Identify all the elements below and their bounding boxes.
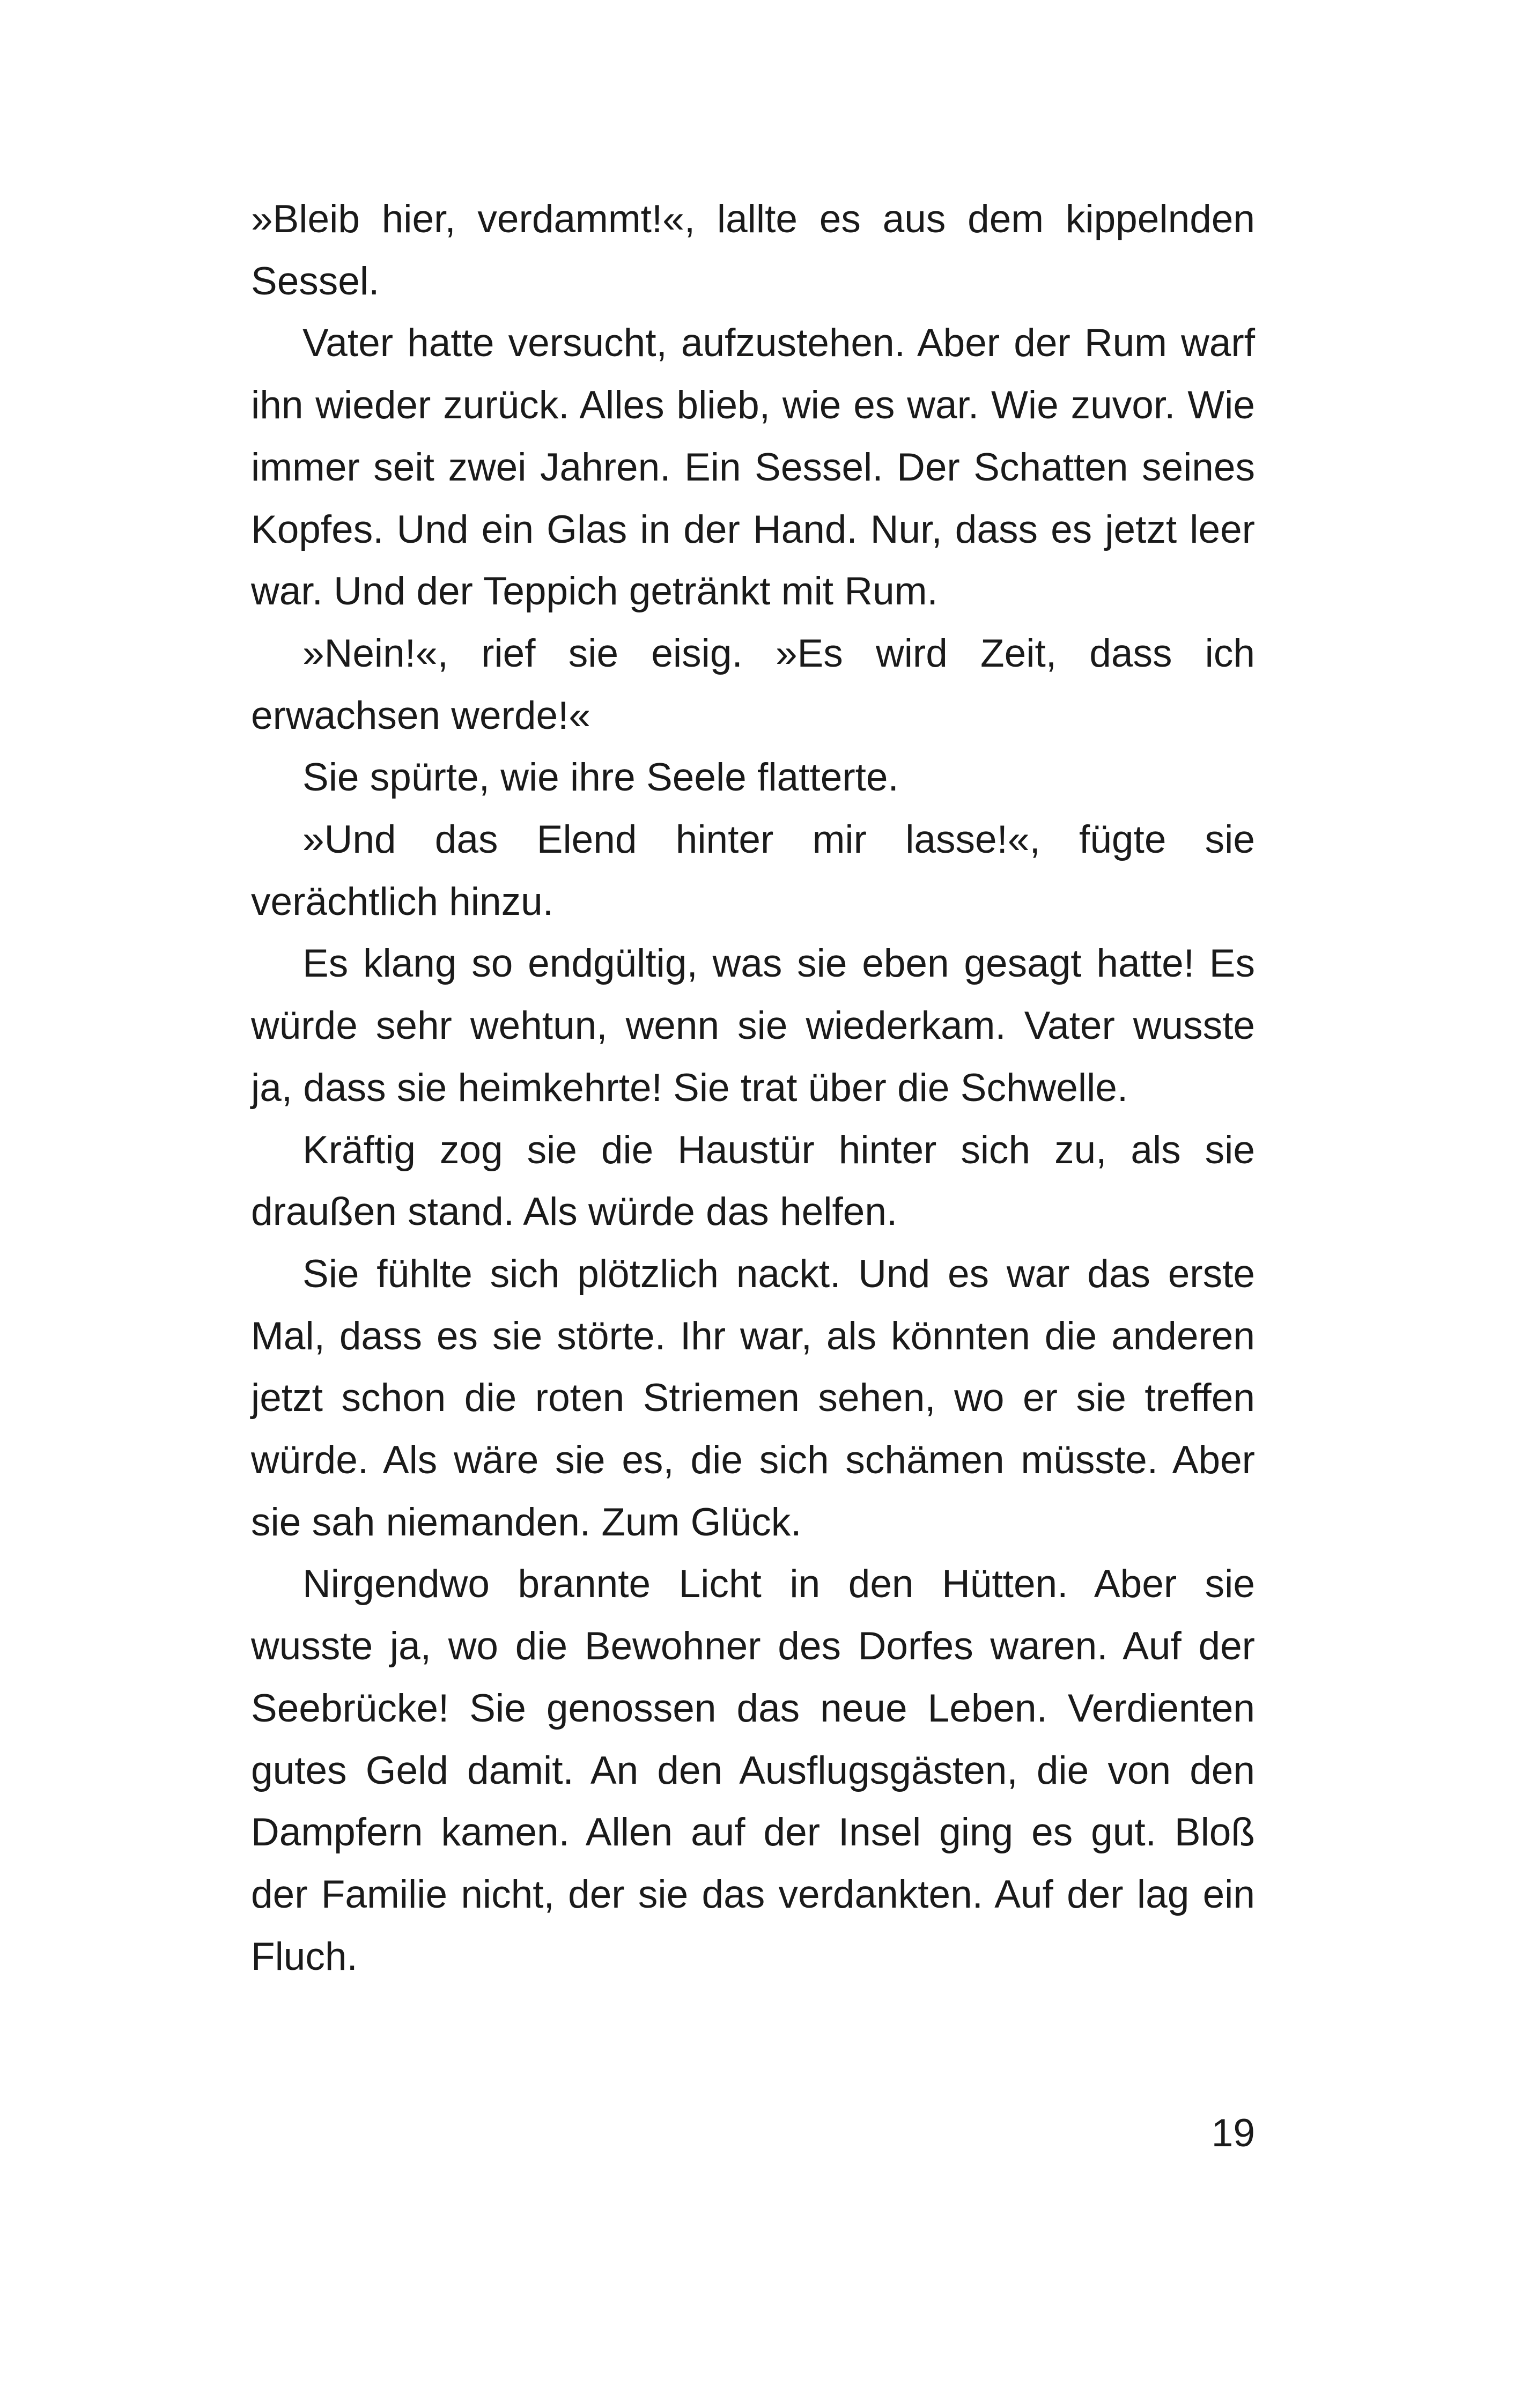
paragraph-1: »Bleib hier, verdammt!«, lallte es aus dem kippelnden Sessel. [251,197,1255,303]
paragraph-3: »Nein!«, rief sie eisig. »Es wird Zeit, dass ich erwachsen werde!« [251,631,1255,737]
paragraph-4: Sie spürte, wie ihre Seele flatterte. [302,756,899,800]
page-number: 19 [1211,2111,1255,2155]
paragraph-6: Es klang so endgültig, was sie eben gesagt hatte! Es würde sehr wehtun, wenn sie wiederkam. Vater wusste ja, dass sie heimkehrte! Sie trat über die Schwelle. [251,942,1255,1110]
paragraph-5: »Und das Elend hinter mir lasse!«, fügte sie verächtlich hinzu. [251,818,1255,924]
paragraph-7: Kräftig zog sie die Haustür hinter sich zu, als sie draußen stand. Als würde das helfen. [251,1128,1255,1234]
paragraph-9: Nirgendwo brannte Licht in den Hütten. Aber sie wusste ja, wo die Bewohner des Dorfes waren. Auf der Seebrücke! Sie genossen das neue Leben. Verdienten gutes Geld damit. An den Ausflugsgästen, die von den Dampfern kamen. Allen auf der Insel ging es gut. Bloß der Familie nicht, der sie das verdankten. Auf der lag ein Fluch. [251,1562,1255,1978]
paragraph-2: Vater hatte versucht, aufzustehen. Aber der Rum warf ihn wieder zurück. Alles blieb, wie es war. Wie zuvor. Wie immer seit zwei Jahren. Ein Sessel. Der Schatten seines Kopfes. Und ein Glas in der Hand. Nur, dass es jetzt leer war. Und der Teppich getränkt mit Rum. [251,321,1255,614]
body-text [251,188,1255,1988]
paragraph-8: Sie fühlte sich plötzlich nackt. Und es war das erste Mal, dass es sie störte. Ihr war, als könnten die anderen jetzt schon die roten Striemen sehen, wo er sie treffen würde. Als wäre sie es, die sich schämen müsste. Aber sie sah niemanden. Zum Glück. [251,1252,1255,1544]
